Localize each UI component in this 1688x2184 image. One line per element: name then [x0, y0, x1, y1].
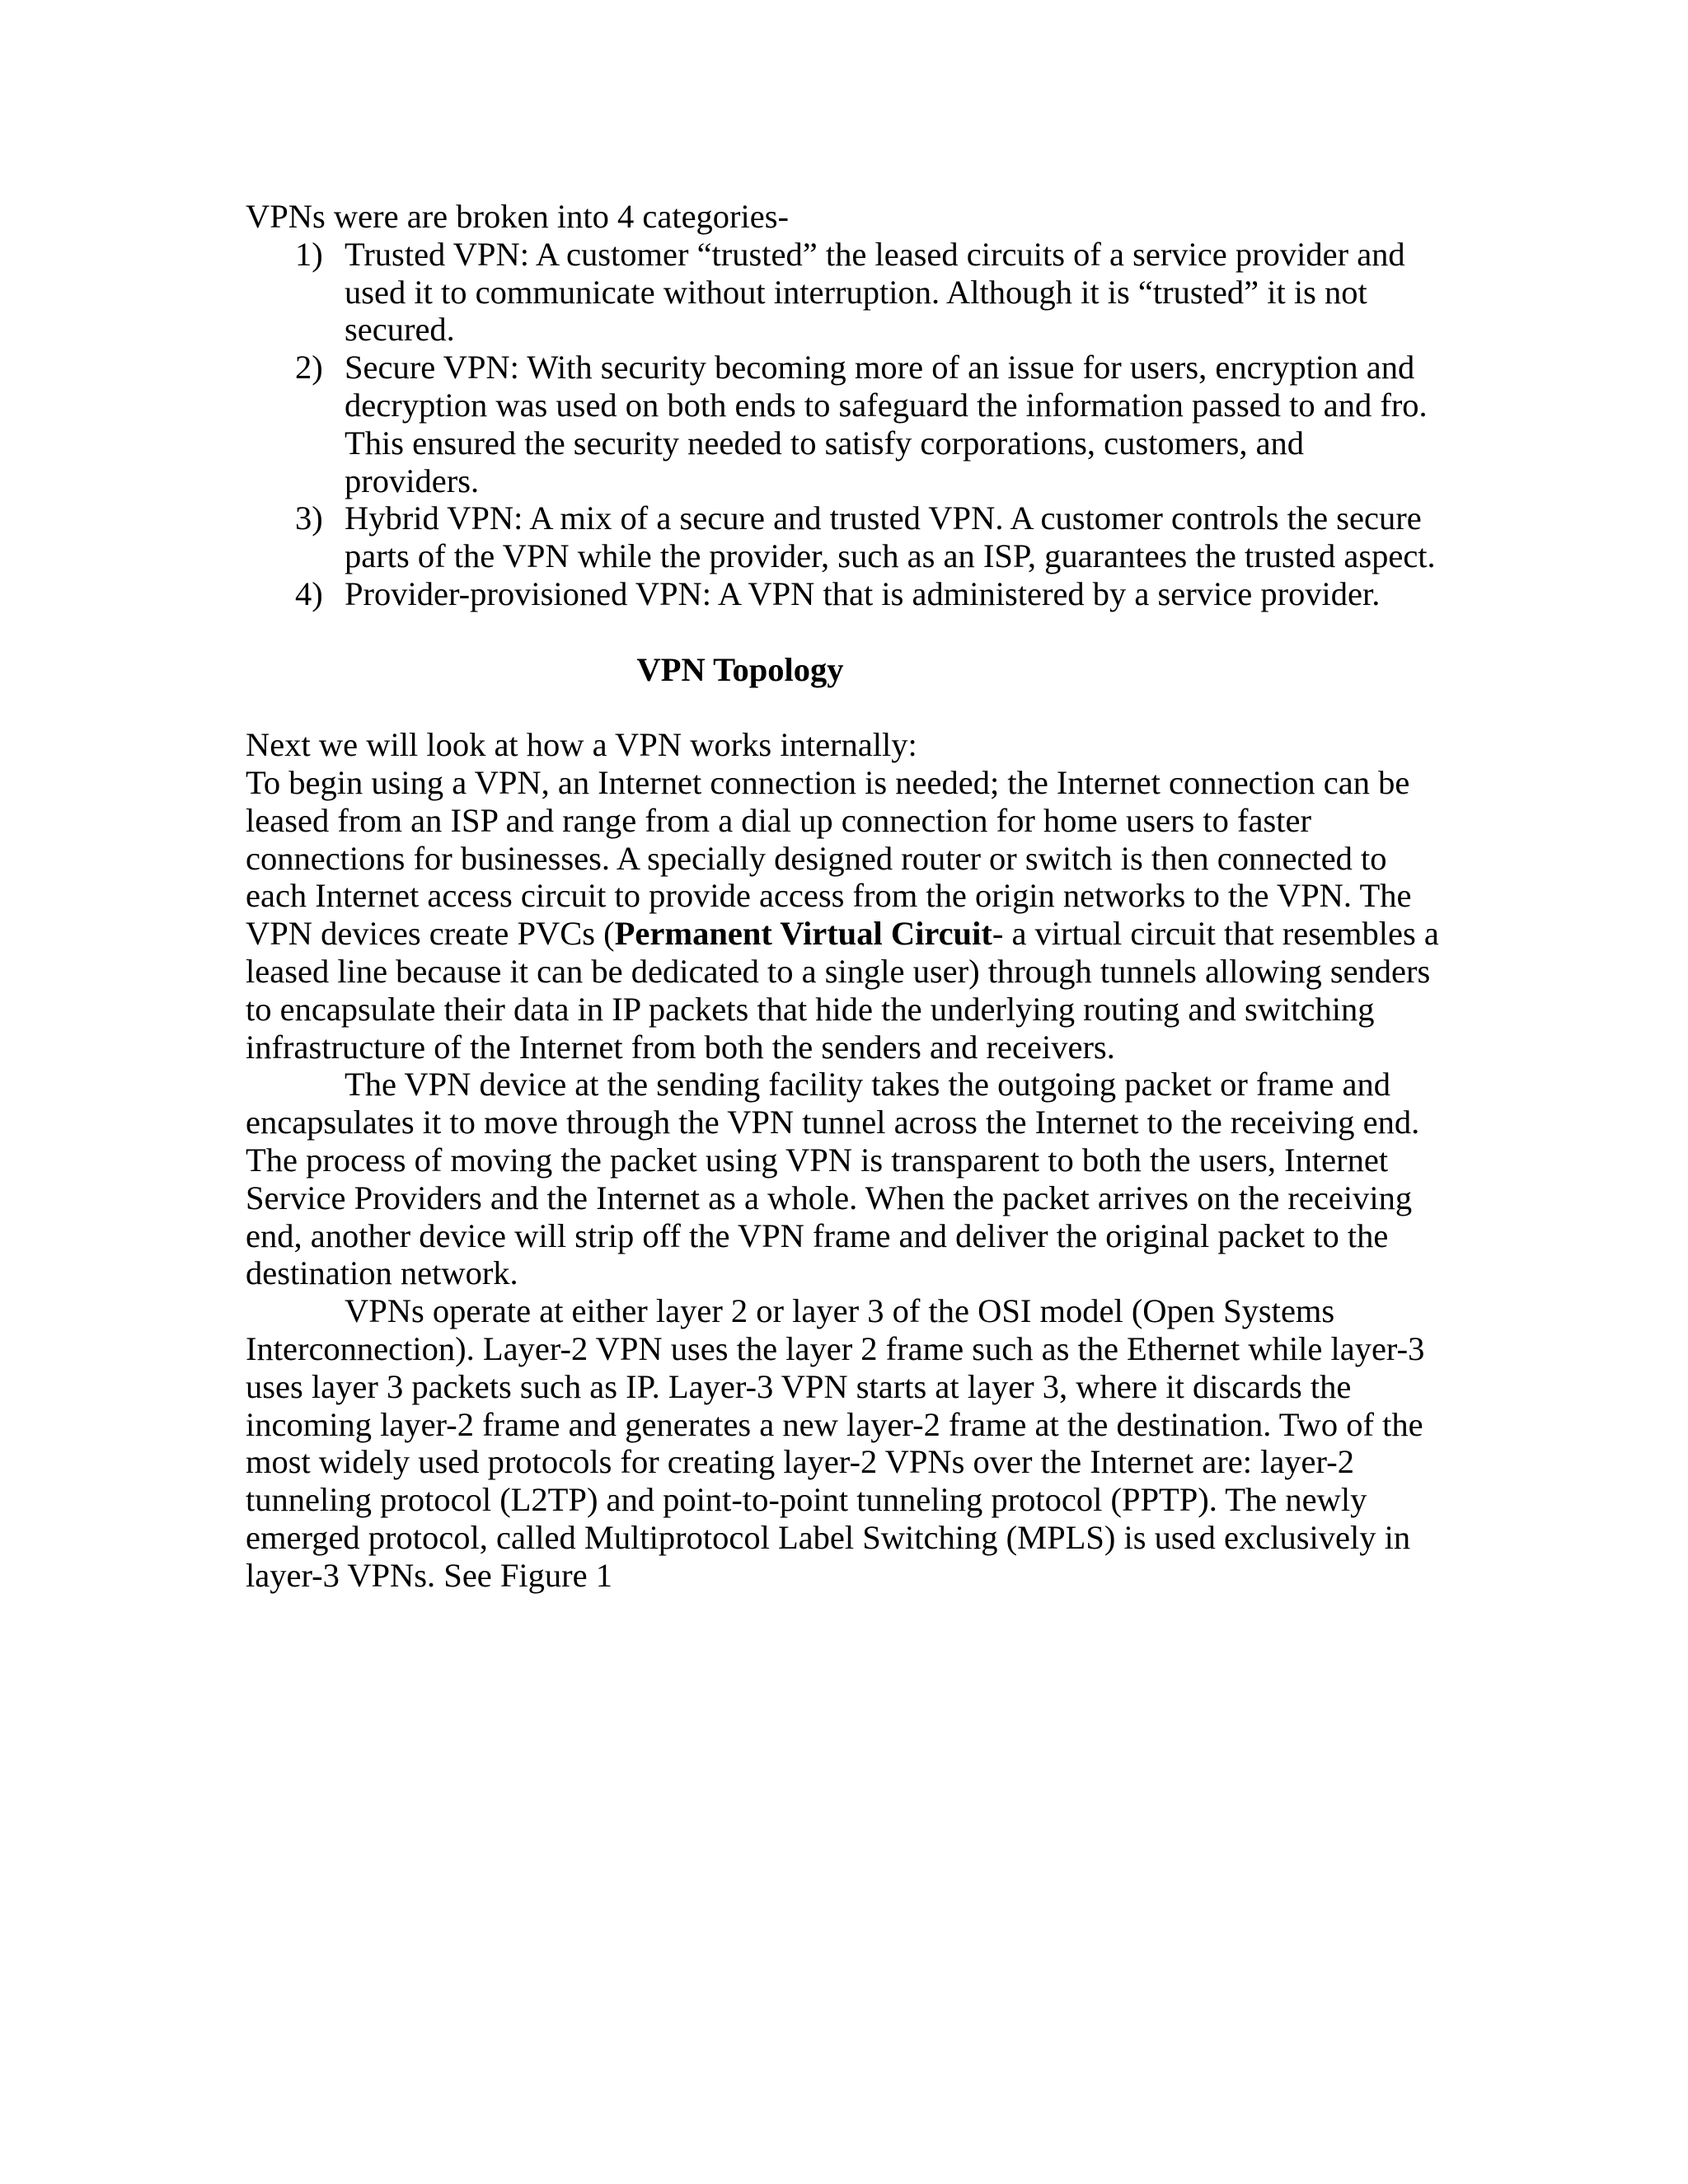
list-item-text: Secure VPN: With security becoming more of an issue for users, encryption and	[345, 349, 1415, 387]
list-item-text: secured.	[345, 311, 455, 349]
paragraph-line: leased line because it can be dedicated to a single user) through tunnels allowing senders	[246, 952, 1431, 990]
list-item-text: decryption was used on both ends to safeguard the information passed to and fro.	[345, 386, 1428, 424]
list-item	[246, 349, 1449, 499]
section-heading: VPN Topology	[636, 650, 844, 688]
list-item	[246, 575, 1449, 613]
list-item-text: Trusted VPN: A customer “trusted” the leased circuits of a service provider and	[345, 235, 1405, 273]
paragraph-line: most widely used protocols for creating layer-2 VPNs over the Internet are: layer-2	[246, 1443, 1354, 1481]
paragraph-line: VPNs operate at either layer 2 or layer 3 of the OSI model (Open Systems	[345, 1292, 1335, 1330]
paragraph-line: infrastructure of the Internet from both the senders and receivers.	[246, 1028, 1115, 1066]
paragraph-line-pvc	[246, 915, 1449, 953]
categories-list	[246, 236, 1449, 613]
paragraph-line: Interconnection). Layer-2 VPN uses the layer 2 frame such as the Ethernet while layer-3	[246, 1329, 1425, 1367]
list-item-text: parts of the VPN while the provider, such as an ISP, guarantees the trusted aspect.	[345, 537, 1436, 575]
list-item-text: Provider-provisioned VPN: A VPN that is administered by a service provider.	[345, 574, 1381, 612]
paragraph-line: leased from an ISP and range from a dial up connection for home users to faster	[246, 801, 1311, 839]
list-item-text: used it to communicate without interruption. Although it is “trusted” it is not	[345, 273, 1367, 311]
list-item-text: providers.	[345, 462, 480, 499]
list-item	[246, 236, 1449, 349]
paragraph-line: The process of moving the packet using VPN is transparent to both the users, Internet	[246, 1141, 1389, 1179]
paragraph-line: layer-3 VPNs. See Figure 1	[246, 1556, 613, 1594]
pvc-term-bold: Permanent Virtual Circuit	[614, 915, 992, 953]
paragraph-line: The VPN device at the sending facility takes the outgoing packet or frame and	[345, 1066, 1390, 1104]
paragraph-line: end, another device will strip off the VPN frame and deliver the original packet to the	[246, 1216, 1389, 1254]
paragraph-line: tunneling protocol (L2TP) and point-to-point tunneling protocol (PPTP). The newly	[246, 1481, 1367, 1519]
paragraph-line: destination network.	[246, 1254, 518, 1292]
list-item-number: 3)	[295, 499, 323, 537]
paragraph-osi-layers	[246, 1292, 1449, 1594]
paragraph-line: encapsulates it to move through the VPN tunnel across the Internet to the receiving end.	[246, 1104, 1420, 1141]
intro-text: VPNs were are broken into 4 categories-	[246, 198, 790, 235]
paragraph-line: To begin using a VPN, an Internet connection is needed; the Internet connection can be	[246, 763, 1410, 801]
list-item-number: 4)	[295, 574, 323, 612]
paragraph-line: emerged protocol, called Multiprotocol Label Switching (MPLS) is used exclusively in	[246, 1518, 1411, 1556]
paragraph-internals	[246, 726, 1449, 1066]
paragraph-device	[246, 1066, 1449, 1292]
pvc-text-after: - a virtual circuit that resembles a	[992, 915, 1439, 953]
list-item-text: Hybrid VPN: A mix of a secure and trusted VPN. A customer controls the secure	[345, 499, 1422, 537]
list-item-number: 1)	[295, 235, 323, 273]
document-body	[246, 198, 1449, 1594]
paragraph-line: uses layer 3 packets such as IP. Layer-3 VPN starts at layer 3, where it discards the	[246, 1367, 1352, 1405]
paragraph-line: each Internet access circuit to provide access from the origin networks to the VPN. The	[246, 877, 1412, 915]
paragraph-line: Next we will look at how a VPN works internally:	[246, 726, 917, 764]
list-item	[246, 499, 1449, 575]
paragraph-line: to encapsulate their data in IP packets that hide the underlying routing and switching	[246, 990, 1375, 1028]
paragraph-line: incoming layer-2 frame and generates a new layer-2 frame at the destination. Two of the	[246, 1405, 1423, 1443]
paragraph-line: Service Providers and the Internet as a whole. When the packet arrives on the receiving	[246, 1179, 1413, 1216]
list-item-number: 2)	[295, 349, 323, 387]
pvc-text-before: VPN devices create PVCs (	[246, 915, 615, 953]
paragraph-line: connections for businesses. A specially designed router or switch is then connected to	[246, 839, 1387, 877]
list-item-text: This ensured the security needed to satisfy corporations, customers, and	[345, 424, 1305, 462]
